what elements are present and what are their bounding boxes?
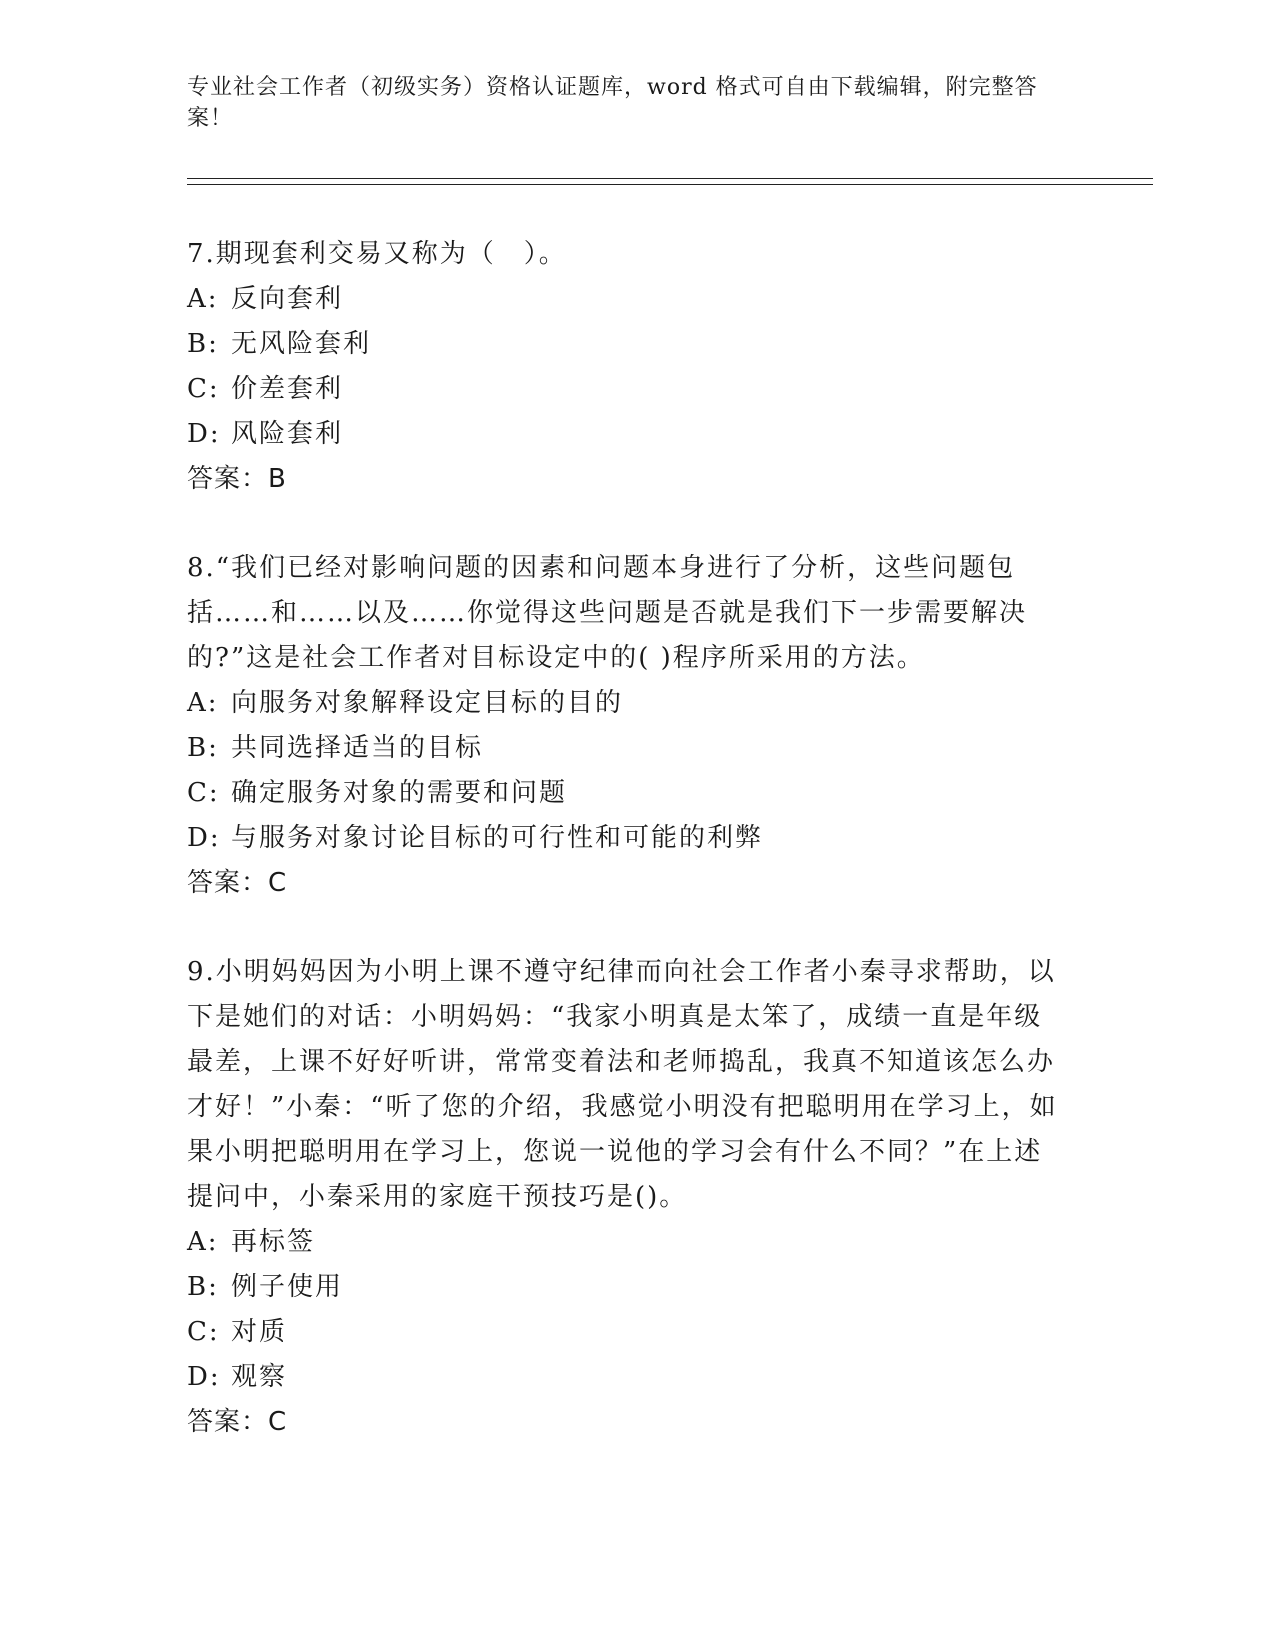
option-b	[187, 1265, 1067, 1310]
option-text: 反向套利	[231, 284, 344, 314]
option-letter: D:	[187, 823, 221, 853]
option-letter: A:	[187, 688, 219, 718]
option-letter: D:	[187, 419, 221, 449]
question-9	[187, 950, 1067, 1445]
header-divider	[187, 178, 1153, 185]
option-text: 共同选择适当的目标	[231, 733, 484, 763]
option-text: 观察	[231, 1362, 288, 1392]
option-text: 再标签	[231, 1227, 316, 1257]
option-text: 与服务对象讨论目标的可行性和可能的利弊	[231, 823, 764, 853]
option-d	[187, 816, 1067, 861]
option-a	[187, 1220, 1067, 1265]
answer-line: 答案：C	[187, 868, 288, 898]
option-letter: A:	[187, 284, 219, 314]
question-7	[187, 232, 1067, 502]
option-letter: A:	[187, 1227, 219, 1257]
question-stem: 9.小明妈妈因为小明上课不遵守纪律而向社会工作者小秦寻求帮助，以下是她们的对话：小明妈妈：“我家小明真是太笨了，成绩一直是年级最差，上课不好好听讲，常常变着法和老师捣乱，我真不知道该怎么办才好！”小秦：“听了您的介绍，我感觉小明没有把聪明用在学习上，如果小明把聪明用在学习上，您说一说他的学习会有什么不同？”在上述提问中，小秦采用的家庭干预技巧是()。	[187, 957, 1058, 1212]
option-text: 价差套利	[231, 374, 344, 404]
option-a	[187, 277, 1067, 322]
option-letter: B:	[187, 733, 219, 763]
option-letter: B:	[187, 1272, 219, 1302]
page-header: 专业社会工作者（初级实务）资格认证题库，word 格式可自由下载编辑，附完整答案！	[187, 75, 1038, 131]
option-c	[187, 771, 1067, 816]
option-text: 例子使用	[231, 1272, 344, 1302]
question-list	[187, 232, 1067, 1489]
option-text: 向服务对象解释设定目标的目的	[231, 688, 624, 718]
option-letter: D:	[187, 1362, 221, 1392]
question-stem: 8.“我们已经对影响问题的因素和问题本身进行了分析，这些问题包括……和……以及……你觉得这些问题是否就是我们下一步需要解决的?”这是社会工作者对目标设定中的( )程序所采用的方法。	[187, 553, 1028, 673]
option-d	[187, 1355, 1067, 1400]
option-b	[187, 322, 1067, 367]
option-text: 无风险套利	[231, 329, 372, 359]
question-stem: 7.期现套利交易又称为（ ）。	[187, 239, 567, 269]
option-letter: B:	[187, 329, 219, 359]
answer-line: 答案：B	[187, 464, 287, 494]
option-d	[187, 412, 1067, 457]
option-letter: C:	[187, 1317, 220, 1347]
option-text: 确定服务对象的需要和问题	[231, 778, 568, 808]
option-b	[187, 726, 1067, 771]
option-a	[187, 681, 1067, 726]
option-c	[187, 367, 1067, 412]
option-c	[187, 1310, 1067, 1355]
question-8	[187, 546, 1067, 906]
option-text: 对质	[231, 1317, 288, 1347]
option-text: 风险套利	[231, 419, 344, 449]
answer-line: 答案：C	[187, 1407, 288, 1437]
option-letter: C:	[187, 778, 220, 808]
option-letter: C:	[187, 374, 220, 404]
